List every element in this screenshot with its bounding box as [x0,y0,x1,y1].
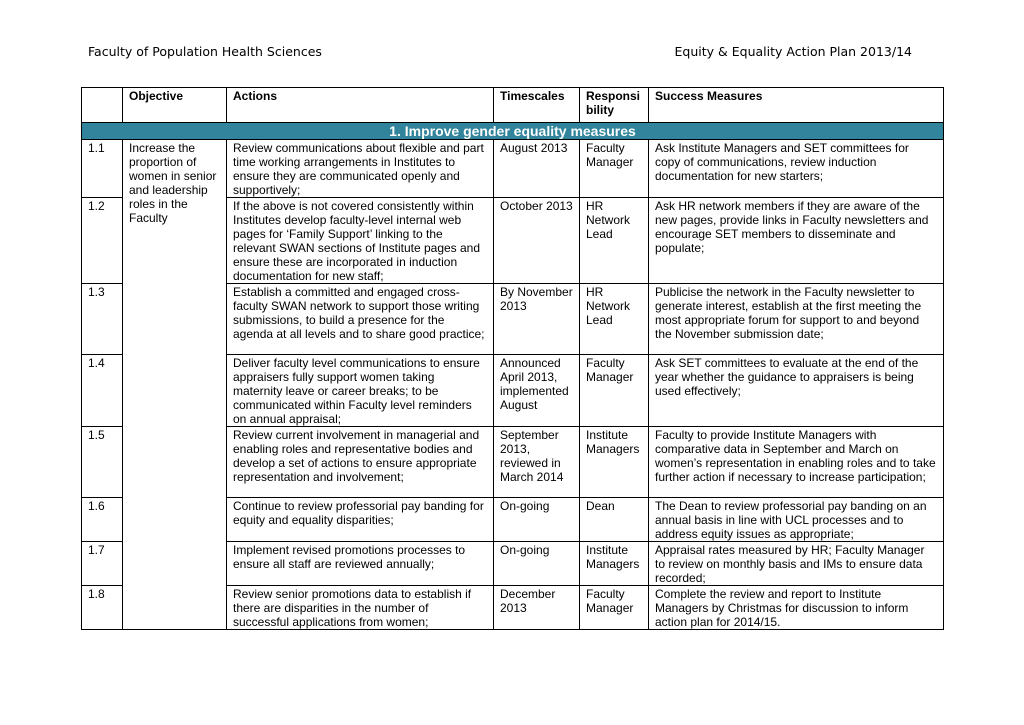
col-header-success: Success Measures [649,88,944,123]
timescale-cell: By November 2013 [494,284,580,355]
action-cell: Deliver faculty level communications to ensure appraisers fully support women taking maternity leave or career breaks; to be communicated within Faculty level reminders on annual appraisal; [227,355,494,427]
responsibility-cell: Dean [580,498,649,542]
page-header [88,44,912,59]
row-number: 1.2 [82,198,123,284]
timescale-cell: On-going [494,498,580,542]
col-header-actions: Actions [227,88,494,123]
timescale-cell: December 2013 [494,586,580,630]
responsibility-cell: Faculty Manager [580,355,649,427]
success-cell: Ask Institute Managers and SET committees for copy of communications, review induction documentation for new starters; [649,140,944,198]
col-header-objective: Objective [123,88,227,123]
timescale-cell: October 2013 [494,198,580,284]
row-number: 1.7 [82,542,123,586]
success-cell: Ask SET committees to evaluate at the end of the year whether the guidance to appraisers is being used effectively; [649,355,944,427]
timescale-cell: Announced April 2013, implemented August [494,355,580,427]
responsibility-cell: Institute Managers [580,427,649,498]
row-number: 1.4 [82,355,123,427]
row-number: 1.3 [82,284,123,355]
success-cell: Complete the review and report to Institute Managers by Christmas for discussion to inform action plan for 2014/15. [649,586,944,630]
action-cell: Review communications about flexible and part time working arrangements in Institutes to ensure they are communicated openly and supportively; [227,140,494,198]
action-cell: Establish a committed and engaged cross-faculty SWAN network to support those writing submissions, to build a presence for the agenda at all levels and to share good practice; [227,284,494,355]
action-cell: Implement revised promotions processes to ensure all staff are reviewed annually; [227,542,494,586]
row-number: 1.1 [82,140,123,198]
action-cell: If the above is not covered consistently within Institutes develop faculty-level internal web pages for ‘Family Support’ linking to the relevant SWAN sections of Institute pages and ensure these are incorporated in induction documentation for new staff; [227,198,494,284]
success-cell: Ask HR network members if they are aware of the new pages, provide links in Faculty newsletters and encourage SET members to disseminate and populate; [649,198,944,284]
row-number: 1.5 [82,427,123,498]
timescale-cell: September 2013, reviewed in March 2014 [494,427,580,498]
row-number: 1.6 [82,498,123,542]
header-right: Equity & Equality Action Plan 2013/14 [674,44,912,59]
success-cell: Faculty to provide Institute Managers with comparative data in September and March on women’s representation in enabling roles and to take further action if necessary to increase participation; [649,427,944,498]
action-cell: Review senior promotions data to establish if there are disparities in the number of successful applications from women; [227,586,494,630]
row-number: 1.8 [82,586,123,630]
success-cell: Appraisal rates measured by HR; Faculty Manager to review on monthly basis and IMs to ensure data recorded; [649,542,944,586]
col-header-timescales: Timescales [494,88,580,123]
header-left: Faculty of Population Health Sciences [88,44,322,59]
objective-cell: Increase the proportion of women in senior and leadership roles in the Faculty [123,140,227,630]
timescale-cell: On-going [494,542,580,586]
col-header-num [82,88,123,123]
action-cell: Review current involvement in managerial and enabling roles and representative bodies and develop a set of actions to ensure appropriate representation and involvement; [227,427,494,498]
timescale-cell: August 2013 [494,140,580,198]
table-row [82,140,944,198]
action-plan-table [81,87,944,630]
responsibility-cell: Faculty Manager [580,586,649,630]
responsibility-cell: Faculty Manager [580,140,649,198]
responsibility-cell: HR Network Lead [580,284,649,355]
section-row [82,123,944,140]
table-header-row [82,88,944,123]
success-cell: Publicise the network in the Faculty newsletter to generate interest, establish at the first meeting the most appropriate forum for support to and beyond the November submission date; [649,284,944,355]
col-header-responsibility: Responsi bility [580,88,649,123]
success-cell: The Dean to review professorial pay banding on an annual basis in line with UCL processes and to address equity issues as appropriate; [649,498,944,542]
responsibility-cell: HR Network Lead [580,198,649,284]
action-cell: Continue to review professorial pay banding for equity and equality disparities; [227,498,494,542]
responsibility-cell: Institute Managers [580,542,649,586]
section-title: 1. Improve gender equality measures [82,123,944,140]
